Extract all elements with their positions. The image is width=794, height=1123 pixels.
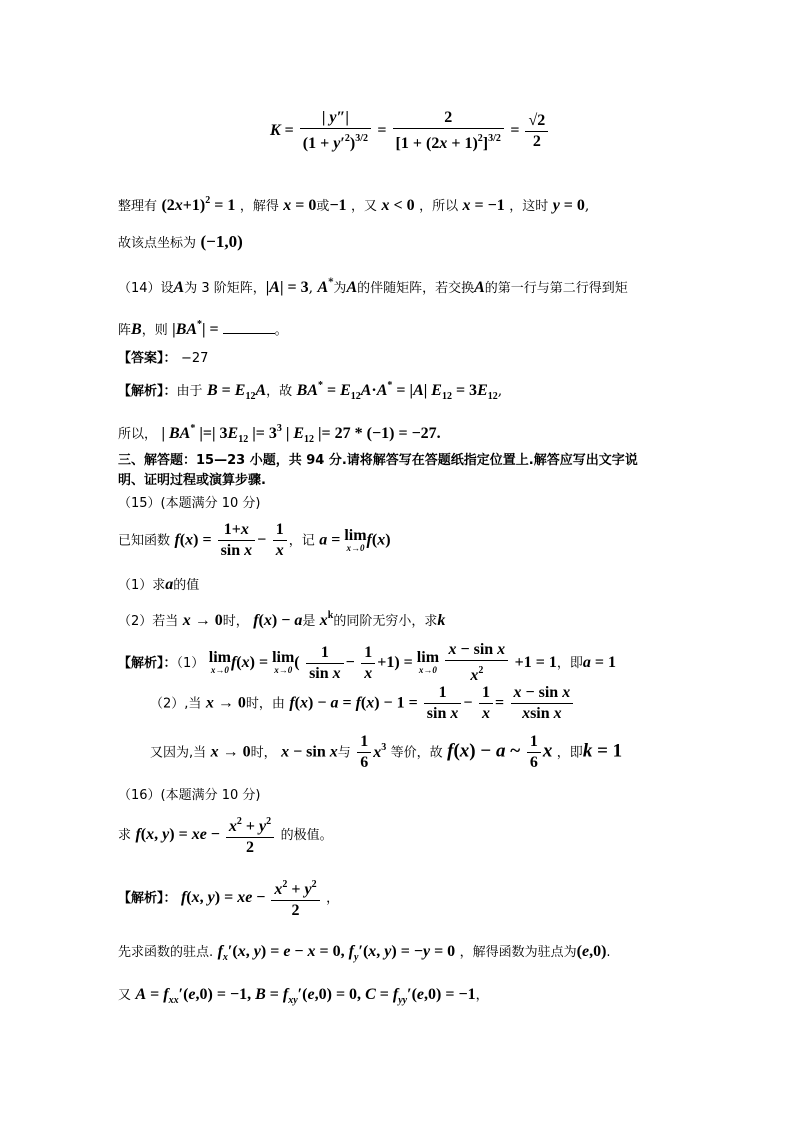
q15-part2: （2）若当 x → 0时， f(x) − a是 $x^k$的同阶无穷小，求k <box>118 610 446 629</box>
q14-line1: （14）设A为 3 阶矩阵，|A| = 3, A*为A的伴随矩阵，若交换A的第一行与第二行得到矩 <box>118 277 628 296</box>
a15-line3: 又因为,当 x → 0时， x − sin x与 $\frac{1}{6}$ $x^3$ 等价，故 f(x) − a ~ $\frac{1}{6}$ x ，即k = 1 <box>150 733 623 771</box>
simplify-line: 整理有 $(2x+1)^2 = 1$ ，解得 x = 0或−1 ，又 x < 0 ，所以 x = −1 ，这时 y = 0, <box>118 195 590 214</box>
a15-line1: 【解析】：（1） lim x→0 f(x) = lim x→0 ( $\frac{1}{\text{sin x}}$ − $\frac{1}{x}$ +1) = lim x→0 $\frac{\text{x − sin x}}{x^2}$ +1 = 1，即a = 1 <box>118 641 616 684</box>
q15-header: （15）(本题满分 10 分) <box>118 496 261 511</box>
analysis14-line2: 所以， | BA* |=| $3E_{12}$ |= $3^3$ | $E_{12}$ |= 27 * (−1) = −27. <box>118 423 441 445</box>
q16-header: （16）(本题满分 10 分) <box>118 788 261 803</box>
section-title: 三、解答题：15—23 小题，共 94 分.请将解答写在答题纸指定位置上.解答应写出文字说 明、证明过程或演算步骤. <box>118 453 638 488</box>
curvature-formula: K = $\frac{| y''|}{(1 + y'^2)^{3/2}}$ = $\frac{2}{[1 + (2x + 1)^2]^{3/2}}$ = $\frac{√2}{2}$ <box>270 108 550 154</box>
analysis14-line1: 【解析】：由于 $B = E_{12}A$，故 $BA^* = E_{12}A\cdot A^* = |A|$ $E_{12} = 3E_{12}$, <box>118 380 503 402</box>
a16-stationary: 先求函数的驻点. $f_x'(x$, y) = e − x = 0, $f_y'(x$, y) = −y = 0 ，解得函数为驻点为(e,0). <box>118 943 611 963</box>
q14-line2: 阵B，则 |BA*| = 。 <box>118 319 288 338</box>
answer-line: 【答案】： −27 <box>118 351 209 366</box>
q15-given: 已知函数 f(x) = $\frac{1+x}{\text{sin x}}$ − $\frac{1}{x}$ ，记 a = lim x→0 f(x) <box>118 521 391 559</box>
a16-second: 又 $A = f_{xx}'(e,0) = -1$, $B = f_{xy}'(e,0) = 0$, $C = f_{yy}'(e,0) = -1$， <box>118 986 489 1006</box>
q15-part1: （1）求a的值 <box>118 576 200 593</box>
point-line: 故该点坐标为 (−1,0) <box>118 232 243 251</box>
a15-line2: （2）,当 x → 0时，由 f(x) − a = f(x) − 1 = $\frac{1}{\text{sin x}}$ − $\frac{1}{x}$ = $\frac{\text{x − sin x}}{\text{xsin x}}$ <box>150 683 575 725</box>
a16-line1: 【解析】： f(x, y) = xe − $\frac{x^2 + y^2}{2}$ ， <box>118 875 339 921</box>
answer-blank <box>223 321 275 334</box>
q16-ask: 求 f(x, y) = xe − $\frac{x^2 + y^2}{2}$ 的极值。 <box>118 812 333 858</box>
